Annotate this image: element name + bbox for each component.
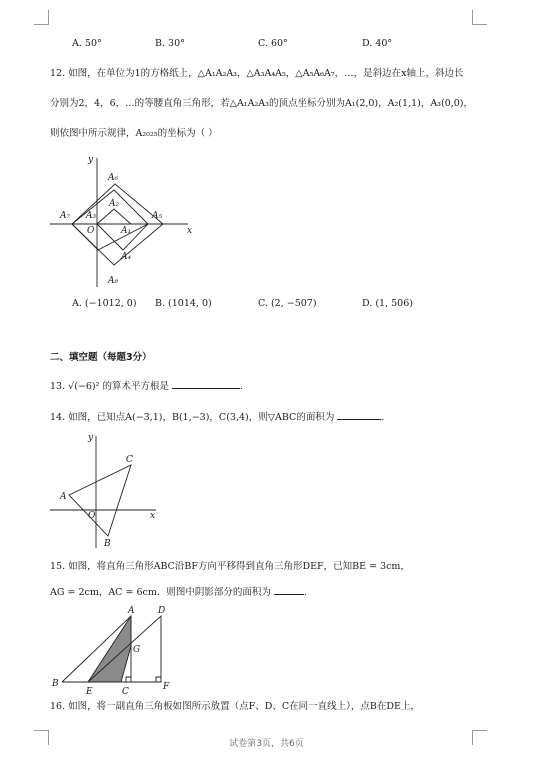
figure-3-label-e: E: [86, 687, 93, 697]
q12-option-b: B. (1014, 0): [155, 298, 212, 309]
q13-text: 的算术平方根是: [102, 381, 169, 392]
label-a3: A₃: [86, 211, 97, 221]
right-angle-c: [126, 677, 131, 682]
q11-option-a: A. 50°: [72, 38, 102, 49]
label-a7: A₇: [60, 211, 71, 221]
figure-2-label-b: B: [104, 539, 111, 549]
q12-line-2: 分别为2，4，6，…的等腰直角三角形，若△A₁A₂A₃的顶点坐标分别为A₁(2,0)，A₂(1,1)，A₃(0,0)，: [50, 98, 474, 109]
figure-2-x-label: x: [150, 511, 156, 521]
label-a2: A₂: [109, 199, 120, 209]
figure-1-origin-label: O: [87, 226, 95, 236]
figure-3-label-f: F: [163, 682, 170, 692]
section-2-title: 二、填空题（每题3分）: [50, 352, 152, 363]
q12-option-c: C. (2, −507): [258, 298, 317, 309]
figure-2-label-a: A: [60, 492, 67, 502]
figure-3-label-a: A: [128, 606, 135, 616]
q13-end: .: [240, 381, 244, 392]
q11-option-b: B. 30°: [155, 38, 185, 49]
figure-3-label-b: B: [52, 679, 59, 689]
figure-3-label-d: D: [158, 606, 166, 616]
page-footer: 试卷第3页，共6页: [229, 739, 304, 749]
label-a4: A₄: [121, 252, 132, 262]
label-a8: A₈: [108, 276, 119, 286]
q13-radical: √(−6)²: [68, 381, 100, 392]
q13-number: 13.: [50, 381, 66, 392]
figure-1-x-label: x: [187, 226, 193, 236]
figure-1-y-label: y: [88, 155, 94, 165]
q15-end: .: [303, 587, 307, 598]
q12-line-3: 则依图中所示规律，A₂₀₂₅的坐标为（ ）: [50, 128, 218, 139]
q15-line-2-text: AG = 2cm，AC = 6cm．则图中阴影部分的面积为: [50, 587, 271, 598]
q14-text: 14. 如图，已知点A(−3,1)，B(1,−3)，C(3,4)，则▽ABC的面积为: [50, 412, 335, 423]
q14-end: .: [381, 412, 385, 423]
figure-2-origin-label: O: [88, 511, 96, 521]
figure-2-y-label: y: [88, 433, 94, 443]
label-a5: A₅: [152, 211, 163, 221]
figure-2-label-c: C: [126, 455, 133, 465]
figure-3-label-g: G: [133, 645, 141, 655]
q11-option-d: D. 40°: [362, 38, 393, 49]
label-a1: A₁: [121, 226, 132, 236]
q12-option-d: D. (1, 506): [362, 298, 413, 309]
q15-line-1: 15. 如图，将直角三角形ABC沿BF方向平移得到直角三角形DEF，已知BE = 3cm，: [50, 561, 410, 572]
figure-3-label-c: C: [122, 687, 129, 697]
right-angle-f: [156, 677, 161, 682]
q12-line-1: 12. 如图，在单位为1的方格纸上，△A₁A₂A₃，△A₃A₄A₅，△A₅A₆A₇，…，是斜边在x轴上，斜边长: [50, 68, 464, 79]
label-a6: A₆: [108, 173, 119, 183]
q11-option-c: C. 60°: [258, 38, 288, 49]
q16-text: 16. 如图，将一副直角三角板如图所示放置（点F、D、C在同一直线上），点B在DE上，: [50, 701, 420, 712]
q12-option-a: A. (−1012, 0): [72, 298, 137, 309]
